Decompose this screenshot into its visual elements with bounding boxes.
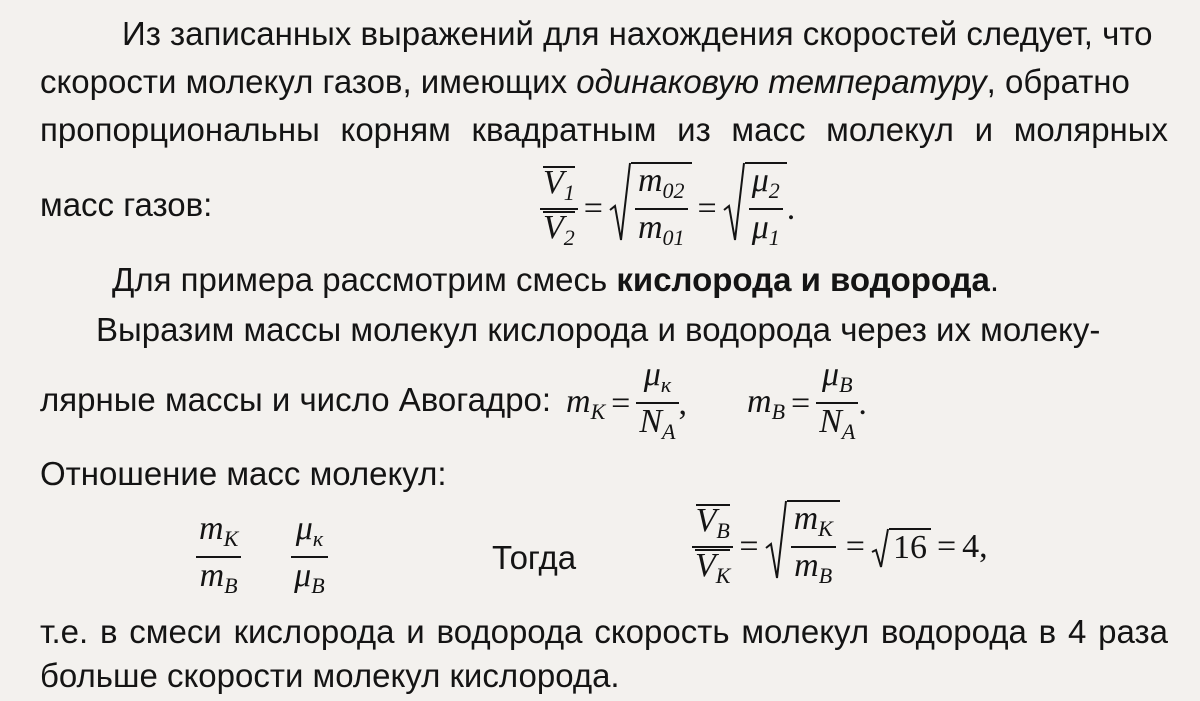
mu2-symbol: μ: [751, 162, 769, 199]
paragraph1-line1: Из записанных выражений для нахождения скоростей следует, что: [122, 15, 1153, 52]
v2-subscript: 2: [563, 224, 575, 250]
paragraph5-line2: больше скорости молекул кислорода.: [40, 657, 620, 694]
vk-symbol: V: [695, 546, 716, 584]
mb-symbol: m: [747, 383, 772, 420]
paragraph3-line2: лярные массы и число Авогадро:: [40, 381, 552, 418]
formula2-comma: ,: [678, 385, 687, 422]
vb-subscript: В: [716, 517, 730, 543]
sqrt16-value: 16: [889, 528, 931, 566]
mb2-symbol: m: [199, 557, 225, 594]
m01-subscript: 01: [662, 225, 685, 250]
muk-subscript: к: [660, 372, 672, 397]
paragraph2: [112, 260, 999, 300]
equals-sign-2: =: [697, 190, 717, 227]
mb3-symbol: m: [794, 547, 819, 584]
muk2-subscript: к: [312, 526, 324, 551]
sqrt-16: [871, 528, 931, 567]
m02-subscript: 02: [662, 178, 685, 203]
fraction-mk-mb: [196, 512, 241, 604]
m02-symbol: m: [637, 162, 663, 199]
mb2-subscript: В: [224, 573, 238, 598]
mu1-subscript: 1: [768, 225, 780, 250]
na-symbol: N: [639, 403, 663, 440]
equals-sign: =: [583, 190, 603, 227]
paragraph2-bold-phrase: кислорода и водорода: [616, 261, 990, 298]
mub-subscript: В: [839, 372, 853, 397]
fraction-muk-mub: [291, 512, 328, 604]
equals-sign-6: =: [845, 528, 865, 565]
mu2-subscript: 2: [768, 178, 780, 203]
formula-mass-ratio: [196, 512, 328, 604]
na2-symbol: N: [819, 403, 842, 440]
mub2-subscript: В: [311, 573, 325, 598]
vb-symbol: V: [695, 501, 717, 539]
paragraph4: Отношение масс молекул:: [40, 455, 447, 492]
equals-sign-7: =: [936, 528, 957, 565]
paragraph2-text: Для примера рассмотрим смесь: [112, 261, 617, 298]
formula1-period: .: [786, 190, 796, 227]
mub2-symbol: μ: [294, 557, 312, 594]
mk3-symbol: m: [793, 500, 819, 537]
sqrt-mk-mb: [765, 500, 840, 594]
muk-symbol: μ: [643, 356, 661, 393]
v1-subscript: 1: [563, 179, 575, 205]
mu1-symbol: μ: [751, 209, 769, 246]
vk-subscript: К: [715, 562, 731, 588]
v2-symbol: V: [543, 208, 564, 246]
paragraph1-italic-phrase: одинаковую температуру: [576, 63, 987, 100]
paragraph5-line1: т.е. в смеси кислорода и водорода скорость молекул водорода в 4 раза: [40, 613, 1168, 650]
mk2-subscript: К: [223, 526, 239, 551]
mk2-symbol: m: [199, 510, 224, 547]
fraction-vb-vk: [692, 501, 733, 591]
paragraph1-line2-text: скорости молекул газов, имеющих: [40, 63, 577, 100]
equals-sign-5: =: [739, 528, 759, 565]
paragraph1-line4: масс газов:: [40, 186, 213, 223]
result-value: 4: [962, 528, 980, 565]
na2-subscript: A: [841, 419, 856, 444]
fraction-muk-na: [636, 358, 678, 450]
na-subscript: A: [662, 419, 676, 444]
fraction-v1-v2: [540, 163, 578, 253]
mk-symbol: m: [566, 383, 591, 420]
mub-symbol: μ: [822, 356, 840, 393]
formula4-comma: ,: [979, 528, 988, 565]
mb-subscript: В: [771, 399, 786, 424]
formula2-period: .: [858, 385, 867, 422]
m01-symbol: m: [637, 209, 663, 246]
paragraph1-line3: пропорциональны корням квадратным из масс молекул и молярных: [40, 111, 1168, 148]
mb3-subscript: В: [818, 563, 833, 588]
sqrt-mass-ratio: [609, 162, 692, 256]
mk3-subscript: К: [818, 516, 833, 541]
sqrt-molar-ratio: [723, 162, 787, 256]
paragraph2-period: .: [989, 261, 1000, 298]
paragraph3-line1: Выразим массы молекул кислорода и водорода через их молеку-: [96, 311, 1101, 348]
paragraph1-line2: [40, 62, 1168, 102]
formula-velocity-result: [692, 500, 988, 594]
paragraph1-line2-end: , обратно: [986, 63, 1130, 100]
equals-sign-4: =: [791, 385, 811, 422]
fraction-mub-na: [816, 358, 858, 450]
formula-velocity-ratio: [540, 162, 795, 256]
then-word: Тогда: [492, 539, 577, 576]
equals-sign-3: =: [611, 385, 631, 422]
formula-masses: [566, 358, 867, 450]
v1-symbol: V: [543, 163, 564, 201]
mk-subscript: К: [590, 399, 606, 424]
muk2-symbol: μ: [295, 510, 313, 547]
